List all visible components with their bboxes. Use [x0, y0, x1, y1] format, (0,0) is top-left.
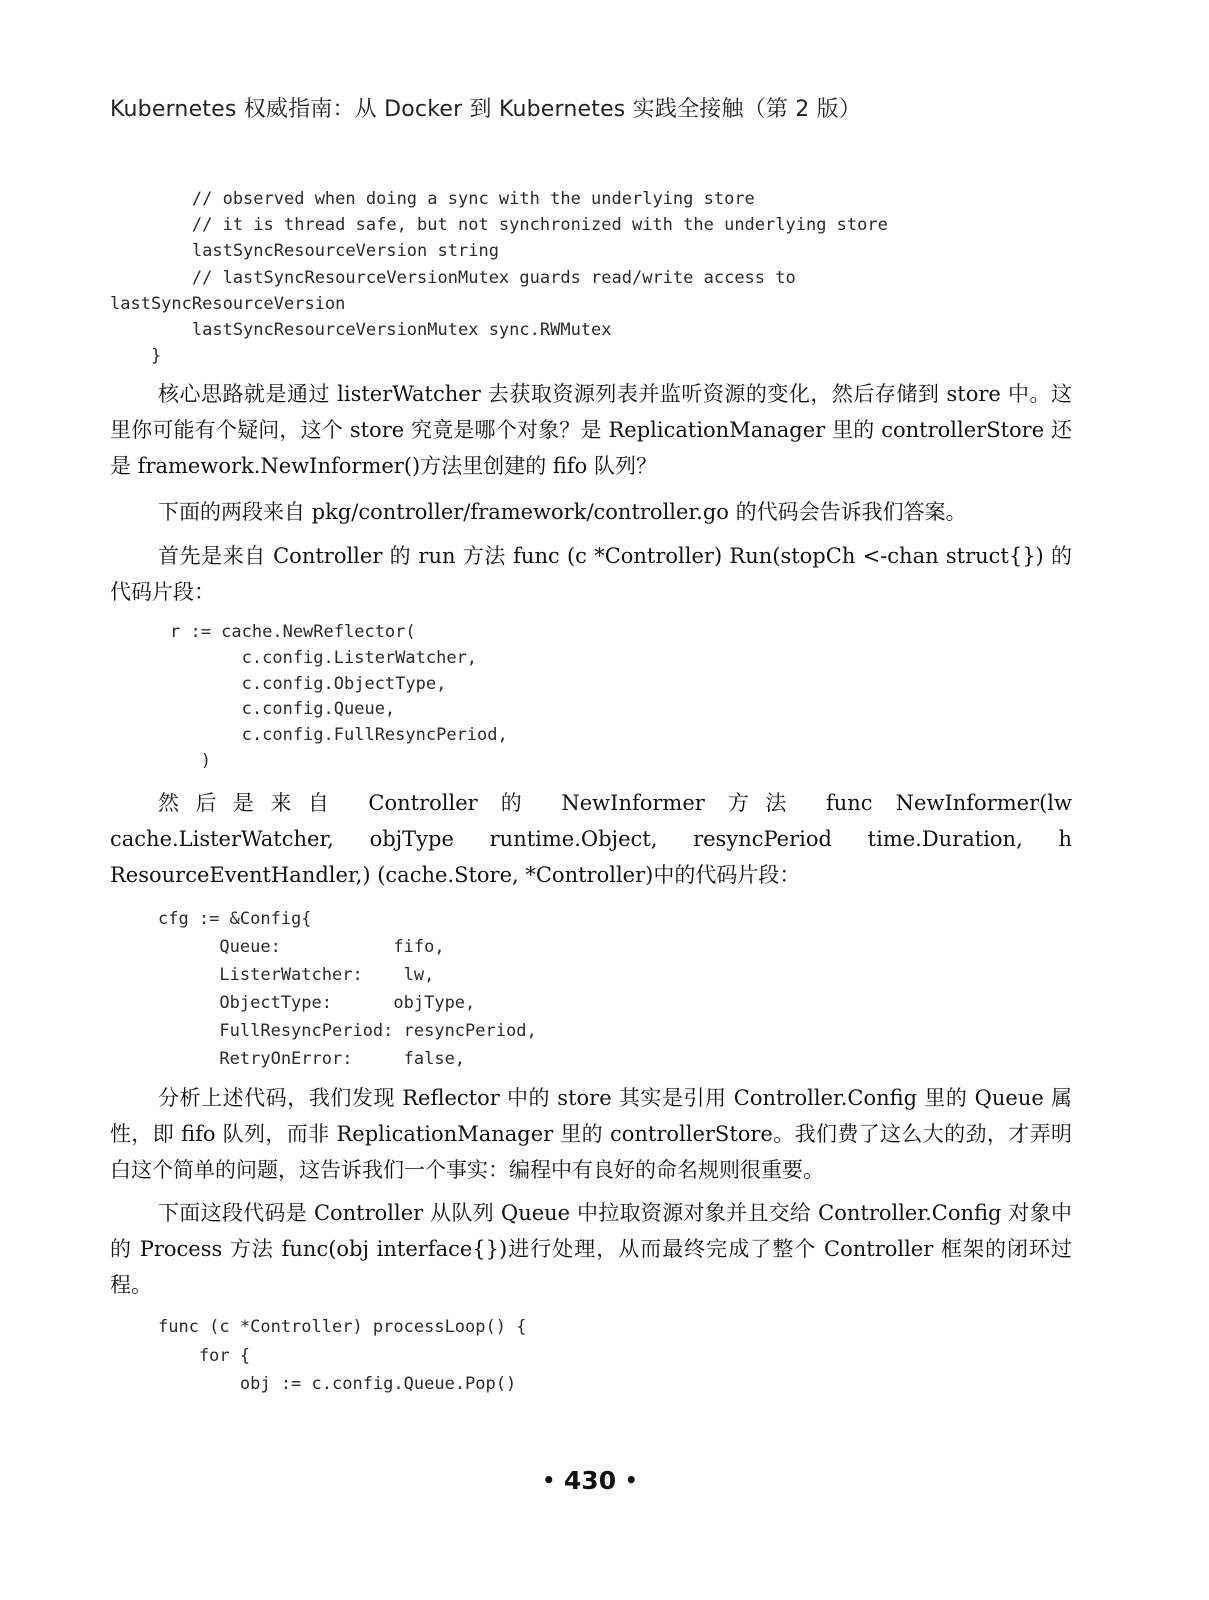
bullet-icon: •	[542, 1468, 556, 1492]
code-line: }	[110, 346, 162, 367]
paragraph: 分析上述代码，我们发现 Reflector 中的 store 其实是引用 Controller.Config 里的 Queue 属性，即 fifo 队列，而非 ReplicationManager 里的 controllerStore。我们费了这么大的劲，才弄明白这个简单的问题，这告诉我们一个事实：编程中有良好的命名规则很重要。	[110, 1086, 1072, 1182]
paragraph: 下面这段代码是 Controller 从队列 Queue 中拉取资源对象并且交给 Controller.Config 对象中的 Process 方法 func(obj interface{})进行处理，从而最终完成了整个 Controller 框架的闭环过程。	[110, 1201, 1072, 1297]
code-line: RetryOnError: false,	[158, 1049, 466, 1069]
code-line: c.config.ObjectType,	[170, 673, 447, 694]
code-line: lastSyncResourceVersion string	[110, 241, 499, 262]
bullet-icon: •	[624, 1468, 638, 1492]
code-block-new-reflector	[170, 620, 508, 775]
code-line: // observed when doing a sync with the underlying store	[110, 189, 755, 209]
page-number	[0, 1466, 1180, 1495]
code-block-reflector-fields	[110, 186, 888, 369]
paragraph: 然后是来自 Controller 的 NewInformer 方法 func NewInformer(lw cache.ListerWatcher, objType runtime.Object, resyncPeriod time.Duration, h ResourceEventHandler,) (cache.Store, *Controller)中的代码片段：	[110, 791, 1072, 887]
code-line: for {	[158, 1345, 251, 1366]
paragraph: 首先是来自 Controller 的 run 方法 func (c *Controller) Run(stopCh <-chan struct{}) 的代码片段：	[110, 544, 1072, 604]
code-line: Queue: fifo,	[158, 937, 445, 957]
code-block-process-loop	[158, 1313, 526, 1399]
code-line: cfg := &Config{	[158, 909, 312, 929]
code-line: func (c *Controller) processLoop() {	[158, 1317, 527, 1337]
code-line: obj := c.config.Queue.Pop()	[158, 1374, 517, 1394]
code-line: ObjectType: objType,	[158, 993, 476, 1013]
code-line: // lastSyncResourceVersionMutex guards read/write access to	[110, 267, 796, 288]
code-line: c.config.Queue,	[170, 699, 396, 720]
code-line: r := cache.NewReflector(	[170, 622, 416, 642]
code-line: FullResyncPeriod: resyncPeriod,	[158, 1021, 537, 1041]
code-line: c.config.ListerWatcher,	[170, 647, 478, 668]
code-line: c.config.FullResyncPeriod,	[170, 725, 508, 746]
page-number-value: 430	[563, 1466, 617, 1495]
running-header: Kubernetes 权威指南：从 Docker 到 Kubernetes 实践全接触（第 2 版）	[110, 97, 862, 122]
code-line: lastSyncResourceVersionMutex sync.RWMutex	[110, 320, 612, 341]
code-line: ListerWatcher: lw,	[158, 965, 435, 985]
code-line: // it is thread safe, but not synchronized with the underlying store	[110, 215, 888, 236]
paragraph: 核心思路就是通过 listerWatcher 去获取资源列表并监听资源的变化，然后存储到 store 中。这里你可能有个疑问，这个 store 究竟是哪个对象？是 ReplicationManager 里的 controllerStore 还是 framework.NewInformer()方法里创建的 fifo 队列？	[110, 382, 1072, 478]
code-block-config	[158, 905, 537, 1073]
code-line: )	[170, 750, 211, 771]
code-line: lastSyncResourceVersion	[110, 293, 346, 314]
paragraph: 下面的两段来自 pkg/controller/framework/controller.go 的代码会告诉我们答案。	[158, 500, 967, 524]
